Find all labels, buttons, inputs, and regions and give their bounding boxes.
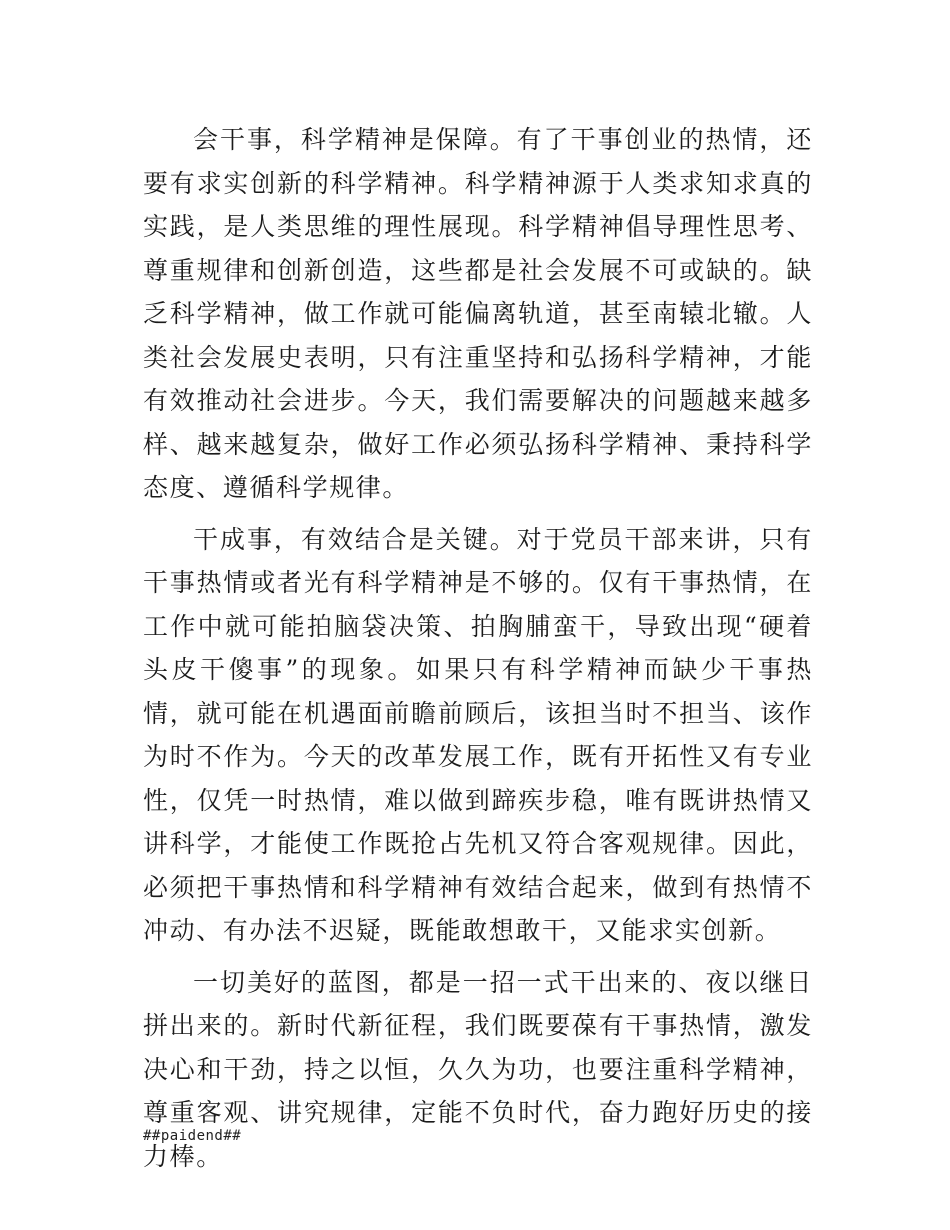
paragraph-3: 一切美好的蓝图，都是一招一式干出来的、夜以继日拼出来的。新时代新征程，我们既要葆有干事热情，激发决心和干劲，持之以恒，久久为功，也要注重科学精神，尊重客观、讲究规律，定能不负时代，奋力跑好历史的接力棒。 xyxy=(143,967,813,1171)
paragraph-2: 干成事，有效结合是关键。对于党员干部来讲，只有干事热情或者光有科学精神是不够的。仅有干事热情，在工作中就可能拍脑袋决策、拍胸脯蛮干，导致出现“硬着头皮干傻事”的现象。如果只有科学精神而缺少干事热情，就可能在机遇面前瞻前顾后，该担当时不担当、该作为时不作为。今天的改革发展工作，既有开拓性又有专业性，仅凭一时热情，难以做到蹄疾步稳，唯有既讲热情又讲科学，才能使工作既抢占先机又符合客观规律。因此，必须把干事热情和科学精神有效结合起来，做到有热情不冲动、有办法不迟疑，既能敢想敢干，又能求实创新。 xyxy=(143,524,813,945)
paragraph-1: 会干事，科学精神是保障。有了干事创业的热情，还要有求实创新的科学精神。科学精神源于人类求知求真的实践，是人类思维的理性展现。科学精神倡导理性思考、尊重规律和创新创造，这些都是社会发展不可或缺的。缺乏科学精神，做工作就可能偏离轨道，甚至南辕北辙。人类社会发展史表明，只有注重坚持和弘扬科学精神，才能有效推动社会进步。今天，我们需要解决的问题越来越多样、越来越复杂，做好工作必须弘扬科学精神、秉持科学态度、遵循科学规律。 xyxy=(143,125,813,502)
end-marker: ##paidend## xyxy=(143,1128,242,1144)
document-body xyxy=(143,118,813,1186)
